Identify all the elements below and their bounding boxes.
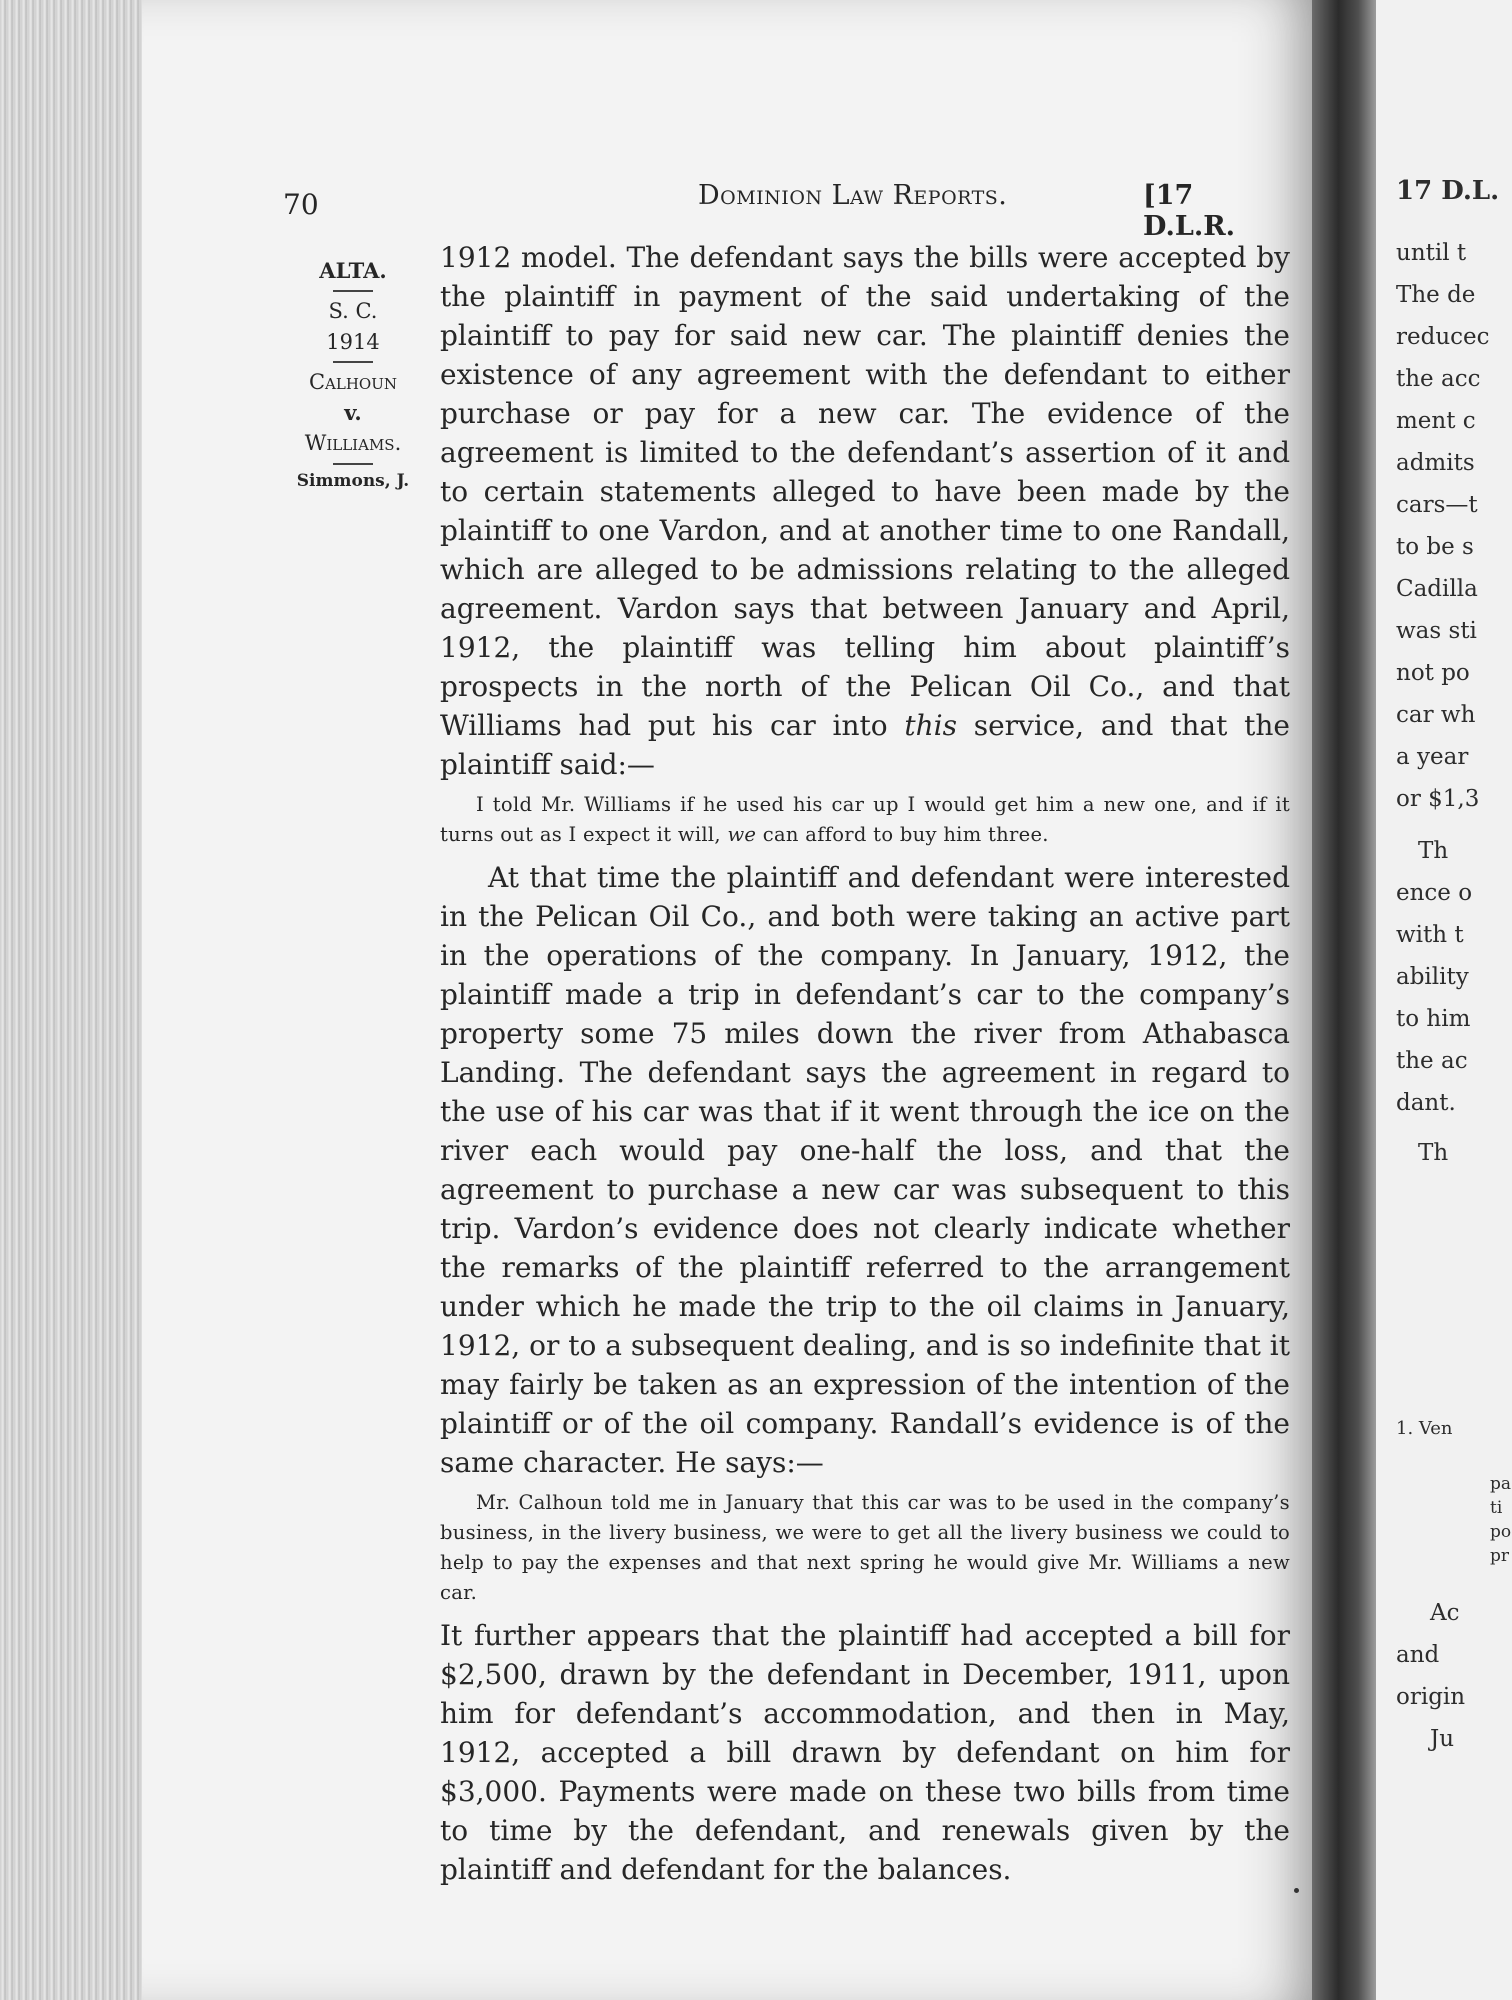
facing-line: ability	[1396, 964, 1469, 990]
paragraph: At that time the plaintiff and defendant were interested in the Pelican Oil Co., and both were taking an active part in the operations of the company. In January, 1912, the plaintiff made a trip in defendant’s car to the company’s property some 75 miles down the river from Athabasca Landing. The defendant says the agreement in regard to the use of his car was that if it went through the ice on the river each would pay one-half the loss, and that the agreement to purchase a new car was subsequent to this trip. Vardon’s evidence does not clearly indicate whether the remarks of the plaintiff referred to the arrangement under which he made the trip to the oil claims in January, 1912, or to a subsequent dealing, and is so indefinite that it may fairly be taken as an expression of the intention of the plaintiff or of the oil company. Randall’s evidence is of the same character. He says:—	[440, 861, 1290, 1479]
page-edges	[0, 0, 150, 2000]
facing-line: the acc	[1396, 366, 1481, 392]
facing-line: reducec	[1396, 324, 1490, 350]
party-two: Williams.	[304, 431, 402, 456]
facing-line: The de	[1396, 282, 1476, 308]
facing-line: a year	[1396, 744, 1469, 770]
facing-line: Ac	[1430, 1600, 1460, 1626]
italic-emphasis: we	[727, 823, 757, 846]
facing-line: 1. Ven	[1396, 1418, 1453, 1439]
facing-line: cars—t	[1396, 492, 1478, 518]
facing-line: Cadilla	[1396, 576, 1478, 602]
facing-line: with t	[1396, 922, 1464, 948]
page-number: 70	[283, 188, 319, 221]
volume-reference: [17 D.L.R.	[1143, 180, 1236, 242]
versus: v.	[344, 399, 362, 425]
paragraph-text: service, and that the plaintiff said:—	[440, 709, 1290, 781]
divider	[333, 463, 373, 465]
court-division: S. C.	[328, 299, 378, 324]
quotation: Mr. Calhoun told me in January that this car was to be used in the company’s business, in the livery business, we were to get all the livery business we could to help to pay the expenses and that next spring he would give Mr. Williams a new car.	[440, 1491, 1290, 1604]
facing-line: to him	[1396, 1006, 1471, 1032]
main-text	[440, 238, 1290, 1889]
facing-line: pr	[1490, 1546, 1510, 1566]
quotation	[440, 790, 1290, 850]
court-abbrev: ALTA.	[319, 258, 387, 283]
judge-name: Simmons, J.	[296, 470, 410, 491]
facing-line: po	[1490, 1522, 1512, 1542]
paragraph	[440, 238, 1290, 784]
margin-note	[288, 256, 418, 493]
facing-line: not po	[1396, 660, 1470, 686]
facing-line: origin	[1396, 1684, 1466, 1710]
facing-page	[1376, 0, 1512, 2000]
divider	[333, 290, 373, 292]
facing-line: pa	[1490, 1474, 1512, 1494]
facing-line: to be s	[1396, 534, 1474, 560]
party-one: Calhoun	[308, 370, 397, 395]
paragraph-text: 1912 model. The defendant says the bills were accepted by the plaintiff in payment of the said undertaking of the plaintiff to pay for said new car. The plaintiff denies the existence of any agreement with the defendant to either purchase or pay for a new car. The evidence of the agreement is limited to the defendant’s assertion of it and to certain statements alleged to have been made by the plaintiff to one Vardon, and at another time to one Randall, which are alleged to be admissions relating to the alleged agreement. Vardon says that between January and April, 1912, the plaintiff was telling him about plaintiff’s prospects in the north of the Pelican Oil Co., and that Williams had put his car into	[440, 241, 1290, 742]
facing-line: dant.	[1396, 1090, 1456, 1116]
facing-line: the ac	[1396, 1048, 1468, 1074]
running-title: Dominion Law Reports.	[698, 180, 1008, 211]
facing-line: was sti	[1396, 618, 1477, 644]
book-gutter	[1312, 0, 1378, 2000]
facing-line: or $1,3	[1396, 786, 1480, 812]
divider	[333, 361, 373, 363]
facing-line: ence o	[1396, 880, 1473, 906]
facing-header: 17 D.L.	[1396, 176, 1500, 206]
quote-text: can afford to buy him three.	[756, 823, 1049, 846]
facing-line: Ju	[1430, 1726, 1455, 1752]
facing-line: admits	[1396, 450, 1475, 476]
facing-line: car wh	[1396, 702, 1476, 728]
facing-line: ment c	[1396, 408, 1476, 434]
facing-line: ti	[1490, 1498, 1503, 1518]
paragraph: It further appears that the plaintiff had accepted a bill for $2,500, drawn by the defendant in December, 1911, upon him for defendant’s accommodation, and then in May, 1912, accepted a bill drawn by defendant on him for $3,000. Payments were made on these two bills from time to time by the defendant, and renewals given by the plaintiff and defendant for the balances.	[440, 1619, 1290, 1886]
facing-line: Th	[1418, 838, 1449, 864]
facing-line: and	[1396, 1642, 1440, 1668]
quote-text: I told Mr. Williams if he used his car up I would get him a new one, and if it turns out as I expect it will,	[440, 793, 1290, 846]
italic-emphasis: this	[904, 709, 957, 742]
facing-line: until t	[1396, 240, 1467, 266]
page-header	[283, 178, 1283, 242]
facing-line: Th	[1418, 1140, 1449, 1166]
case-year: 1914	[326, 329, 380, 354]
page-mark	[1294, 1888, 1299, 1893]
